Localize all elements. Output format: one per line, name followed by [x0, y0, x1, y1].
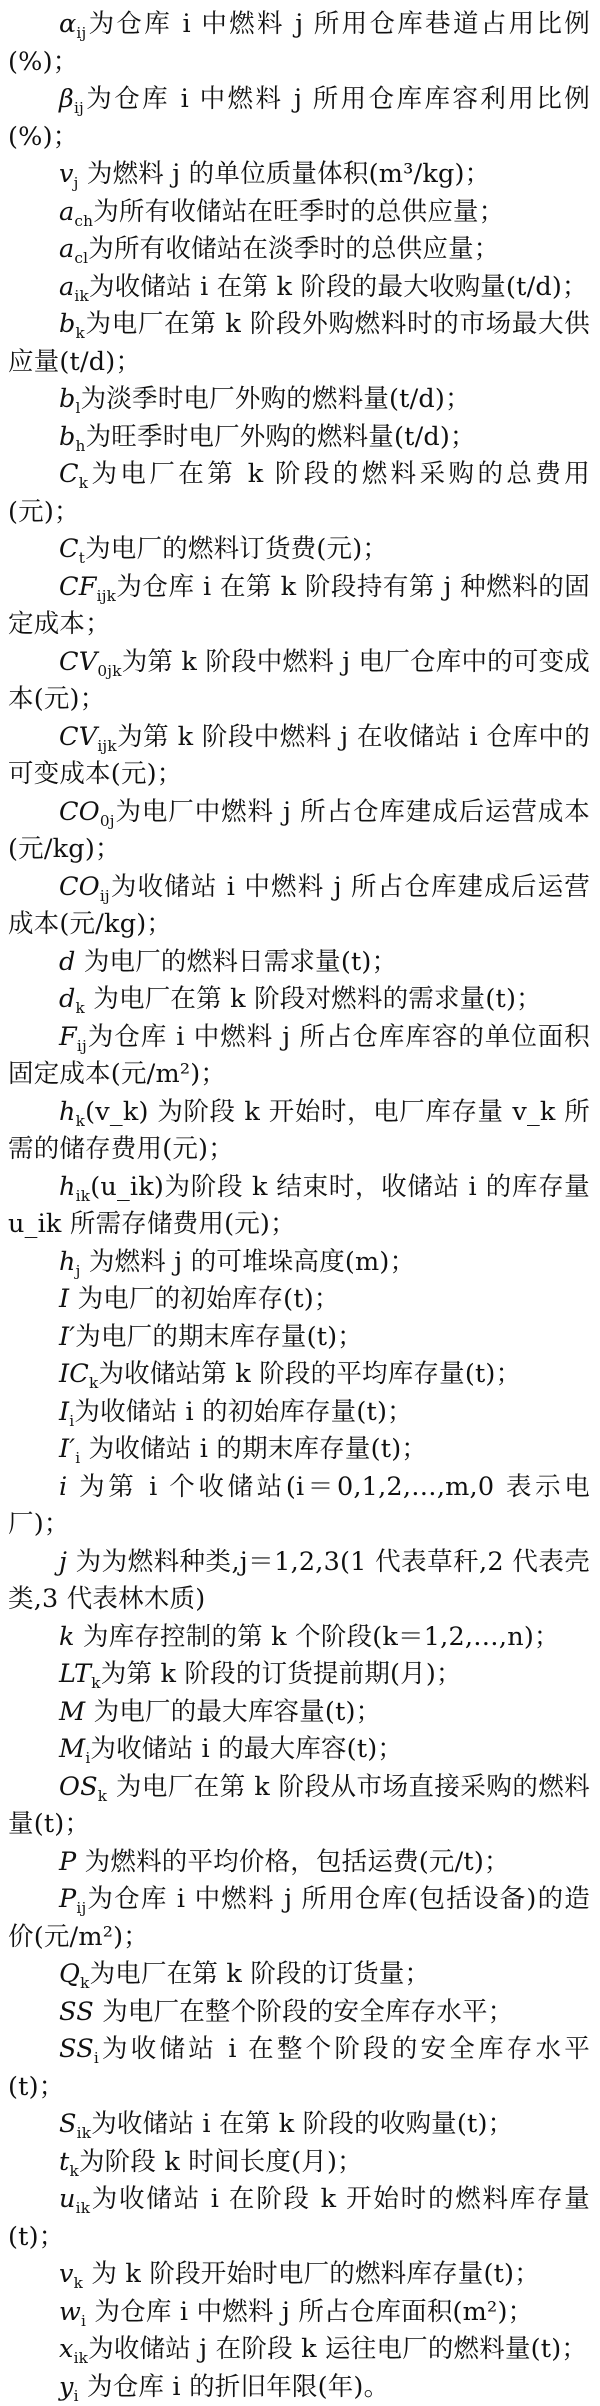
symbol: y — [59, 2372, 74, 2402]
symbol: a — [59, 197, 74, 227]
definition-item — [8, 869, 590, 944]
symbol: CV — [59, 647, 97, 677]
symbol-subscript: l — [76, 399, 81, 417]
symbol-subscript: i — [74, 2387, 79, 2405]
symbol-subscript: k — [74, 2274, 83, 2292]
symbol-subscript: k — [89, 1374, 98, 1392]
definition-item — [8, 1731, 590, 1769]
symbol-subscript: j — [74, 174, 79, 192]
definition-item — [8, 2369, 590, 2406]
symbol-subscript: ij — [77, 1037, 87, 1055]
definition-item — [8, 1844, 590, 1882]
definition-item — [8, 6, 590, 81]
definition-text: 为收储站 i 中燃料 j 所占仓库建成后运营成本(元/kg)； — [8, 872, 590, 940]
symbol-subscript: t — [79, 549, 85, 567]
definition-text: 为所有收储站在旺季时的总供应量； — [93, 197, 504, 227]
symbol-subscript: ik — [76, 1187, 91, 1205]
symbol: C — [59, 459, 79, 489]
symbol-subscript: ik — [76, 2199, 91, 2217]
symbol: SS — [59, 2034, 94, 2064]
definition-text: 为电厂在第 k 阶段外购燃料时的市场最大供应量(t/d)； — [8, 309, 590, 377]
symbol: SS — [59, 1997, 94, 2027]
definition-item — [8, 1169, 590, 1244]
symbol: I — [59, 1397, 69, 1427]
definition-text: 为为燃料种类,j＝1,2,3(1 代表草秆,2 代表壳类,3 代表林木质) — [8, 1547, 590, 1615]
definition-text: 为淡季时电厂外购的燃料量(t/d)； — [81, 384, 471, 414]
symbol: x — [59, 2334, 74, 2364]
definition-text: 为收储站 i 在整个阶段的安全库存水平(t)； — [8, 2034, 590, 2102]
definition-item — [8, 531, 590, 569]
definition-text: 为收储站 i 的最大库容(t)； — [90, 1734, 403, 1764]
definition-item — [8, 2181, 590, 2256]
definition-text: (u_ik)为阶段 k 结束时，收储站 i 的库存量 u_ik 所需存储费用(元)； — [8, 1172, 590, 1240]
definition-text: 为旺季时电厂外购的燃料量(t/d)； — [86, 422, 476, 452]
symbol: LT — [59, 1659, 91, 1689]
symbol-subscript: i — [69, 1412, 74, 1430]
symbol: b — [59, 422, 76, 452]
symbol: CV — [59, 722, 97, 752]
symbol-subscript: ik — [74, 287, 89, 305]
definition-text: 为阶段 k 时间长度(月)； — [79, 2147, 363, 2177]
symbol: IC — [59, 1359, 89, 1389]
symbol-subscript: i — [81, 2312, 86, 2330]
symbol-subscript: ij — [76, 1899, 86, 1917]
definition-item — [8, 1394, 590, 1432]
symbol-subscript: ijk — [97, 737, 117, 755]
definition-text: 为燃料的平均价格，包括运费(元/t)； — [76, 1847, 509, 1877]
definition-item — [8, 2031, 590, 2106]
definition-item — [8, 306, 590, 381]
symbol: β — [59, 84, 74, 114]
symbol: d — [59, 984, 76, 1014]
definition-text: 为收储站 i 在阶段 k 开始时的燃料库存量(t)； — [8, 2184, 590, 2252]
symbol: I — [59, 1284, 69, 1314]
symbol: C — [59, 534, 79, 564]
symbol-subscript: 0j — [100, 812, 115, 830]
symbol-subscript: i — [85, 1749, 90, 1767]
definition-text: 为收储站 j 在阶段 k 运往电厂的燃料量(t)； — [88, 2334, 587, 2364]
definition-item — [8, 2106, 590, 2144]
symbol: I′ — [59, 1322, 75, 1352]
definition-item — [8, 419, 590, 457]
symbol-subscript: i — [75, 1449, 80, 1467]
symbol: k — [59, 1622, 75, 1652]
symbol: CO — [59, 797, 100, 827]
definition-text: 为电厂中燃料 j 所占仓库建成后运营成本(元/kg)； — [8, 797, 590, 865]
definition-text: 为电厂的燃料日需求量(t)； — [76, 947, 398, 977]
symbol: S — [59, 2109, 77, 2139]
definition-text: (v_k) 为阶段 k 开始时，电厂库存量 v_k 所需的储存费用(元)； — [8, 1097, 590, 1165]
definition-item — [8, 794, 590, 869]
definition-item — [8, 1769, 590, 1844]
definition-text: 为电厂在第 k 阶段的订货量； — [90, 1959, 431, 1989]
definition-item — [8, 1019, 590, 1094]
definition-text: 为收储站第 k 阶段的平均库存量(t)； — [98, 1359, 521, 1389]
symbol-subscript: ik — [74, 2349, 89, 2367]
symbol: v — [59, 2259, 74, 2289]
definition-item — [8, 269, 590, 307]
definition-item — [8, 1656, 590, 1694]
symbol: M — [59, 1734, 85, 1764]
definition-text: 为仓库 i 中燃料 j 所占仓库库容的单位面积固定成本(元/m²)； — [8, 1022, 590, 1090]
definition-text: 为仓库 i 在第 k 阶段持有第 j 种燃料的固定成本； — [8, 572, 590, 640]
symbol-subscript: i — [94, 2049, 99, 2067]
definition-item — [8, 1094, 590, 1169]
definition-item — [8, 1544, 590, 1619]
definition-item — [8, 719, 590, 794]
definition-item — [8, 1694, 590, 1732]
symbol: α — [59, 9, 76, 39]
symbol: CO — [59, 872, 100, 902]
symbol-subscript: ij — [100, 887, 110, 905]
definition-text: 为仓库 i 中燃料 j 所用仓库库容利用比例(%)； — [8, 84, 590, 152]
definition-text: 为所有收储站在淡季时的总供应量； — [88, 234, 499, 264]
definition-text: 为电厂在整个阶段的安全库存水平； — [94, 1997, 514, 2027]
definition-item — [8, 156, 590, 194]
symbol-subscript: ij — [74, 99, 84, 117]
definition-item — [8, 2256, 590, 2294]
symbol-subscript: 0jk — [97, 662, 121, 680]
definition-text: 为仓库 i 中燃料 j 所用仓库巷道占用比例(%)； — [8, 9, 590, 77]
definition-text: 为燃料 j 的可堆垛高度(m)； — [81, 1247, 416, 1277]
symbol: b — [59, 309, 76, 339]
definition-item — [8, 944, 590, 982]
symbol-subscript: h — [76, 437, 86, 455]
symbol-subscript: ch — [74, 212, 93, 230]
symbol: P — [59, 1847, 76, 1877]
definition-item — [8, 981, 590, 1019]
definition-text: 为电厂在第 k 阶段的燃料采购的总费用(元)； — [8, 459, 590, 527]
definition-item — [8, 569, 590, 644]
definition-item — [8, 1994, 590, 2032]
symbol: b — [59, 384, 76, 414]
definition-text: 为收储站 i 在第 k 阶段的最大收购量(t/d)； — [89, 272, 588, 302]
definition-text: 为电厂在第 k 阶段从市场直接采购的燃料量(t)； — [8, 1772, 590, 1840]
definition-text: 为第 k 阶段中燃料 j 电厂仓库中的可变成本(元)； — [8, 647, 590, 715]
symbol-subscript: k — [80, 1974, 89, 1992]
definition-text: 为仓库 i 的折旧年限(年)。 — [79, 2372, 390, 2402]
definition-item — [8, 1881, 590, 1956]
symbol: CF — [59, 572, 97, 602]
definition-text: 为 k 阶段开始时电厂的燃料库存量(t)； — [83, 2259, 540, 2289]
definition-item — [8, 2294, 590, 2332]
definition-item — [8, 456, 590, 531]
symbol-subscript: k — [69, 2162, 78, 2180]
symbol: w — [59, 2297, 81, 2327]
definition-item — [8, 81, 590, 156]
symbol: h — [59, 1097, 76, 1127]
definition-text: 为第 i 个收储站(i＝0,1,2,…,m,0 表示电厂)； — [8, 1472, 590, 1540]
symbol: a — [59, 234, 74, 264]
definition-item — [8, 1431, 590, 1469]
symbol: a — [59, 272, 74, 302]
symbol-subscript: k — [98, 1787, 107, 1805]
symbol-subscript: k — [79, 474, 88, 492]
definition-text: 为电厂在第 k 阶段对燃料的需求量(t)； — [85, 984, 542, 1014]
symbol-subscript: k — [91, 1674, 100, 1692]
definition-item — [8, 1244, 590, 1282]
definition-item — [8, 1619, 590, 1657]
definition-text: 为第 k 阶段中燃料 j 在收储站 i 仓库中的可变成本(元)； — [8, 722, 590, 790]
definition-item — [8, 1956, 590, 1994]
definition-item — [8, 1469, 590, 1544]
symbol: u — [59, 2184, 76, 2214]
definition-text: 为电厂的期末库存量(t)； — [75, 1322, 363, 1352]
definition-text: 为燃料 j 的单位质量体积(m³/kg)； — [79, 159, 491, 189]
symbol: I′ — [59, 1434, 75, 1464]
symbol-subscript: ijk — [97, 587, 117, 605]
symbol: v — [59, 159, 74, 189]
symbol-subscript: k — [76, 1112, 85, 1130]
symbol: OS — [59, 1772, 98, 1802]
symbol: Q — [59, 1959, 80, 1989]
symbol-subscript: ik — [77, 2124, 92, 2142]
definition-item — [8, 2331, 590, 2369]
symbol: h — [59, 1247, 76, 1277]
definition-text: 为收储站 i 在第 k 阶段的收购量(t)； — [91, 2109, 513, 2139]
definition-item — [8, 1356, 590, 1394]
definition-item — [8, 1319, 590, 1357]
definition-item — [8, 2144, 590, 2182]
definition-text: 为仓库 i 中燃料 j 所占仓库面积(m²)； — [86, 2297, 533, 2327]
symbol-subscript: k — [76, 999, 85, 1017]
symbol: P — [59, 1884, 76, 1914]
symbol: i — [59, 1472, 67, 1502]
definition-text: 为仓库 i 中燃料 j 所用仓库(包括设备)的造价(元/m²)； — [8, 1884, 590, 1952]
definition-text: 为收储站 i 的初始库存量(t)； — [74, 1397, 412, 1427]
symbol: F — [59, 1022, 77, 1052]
symbol: j — [59, 1547, 67, 1577]
definition-item — [8, 1281, 590, 1319]
symbol: d — [59, 947, 76, 977]
definition-item — [8, 194, 590, 232]
definition-text: 为收储站 i 的期末库存量(t)； — [80, 1434, 427, 1464]
definitions-list — [8, 6, 590, 2406]
symbol: t — [59, 2147, 69, 2177]
symbol-subscript: k — [76, 324, 85, 342]
definition-text: 为第 k 阶段的订货提前期(月)； — [101, 1659, 462, 1689]
symbol-subscript: cl — [74, 249, 88, 267]
symbol: M — [59, 1697, 85, 1727]
definition-text: 为电厂的燃料订货费(元)； — [85, 534, 388, 564]
symbol-subscript: ij — [76, 24, 86, 42]
definition-item — [8, 381, 590, 419]
symbol: h — [59, 1172, 76, 1202]
definition-text: 为库存控制的第 k 个阶段(k＝1,2,…,n)； — [75, 1622, 560, 1652]
symbol-subscript: j — [76, 1262, 81, 1280]
definition-text: 为电厂的初始库存(t)； — [69, 1284, 339, 1314]
definition-item — [8, 231, 590, 269]
definition-text: 为电厂的最大库容量(t)； — [85, 1697, 381, 1727]
definition-item — [8, 644, 590, 719]
